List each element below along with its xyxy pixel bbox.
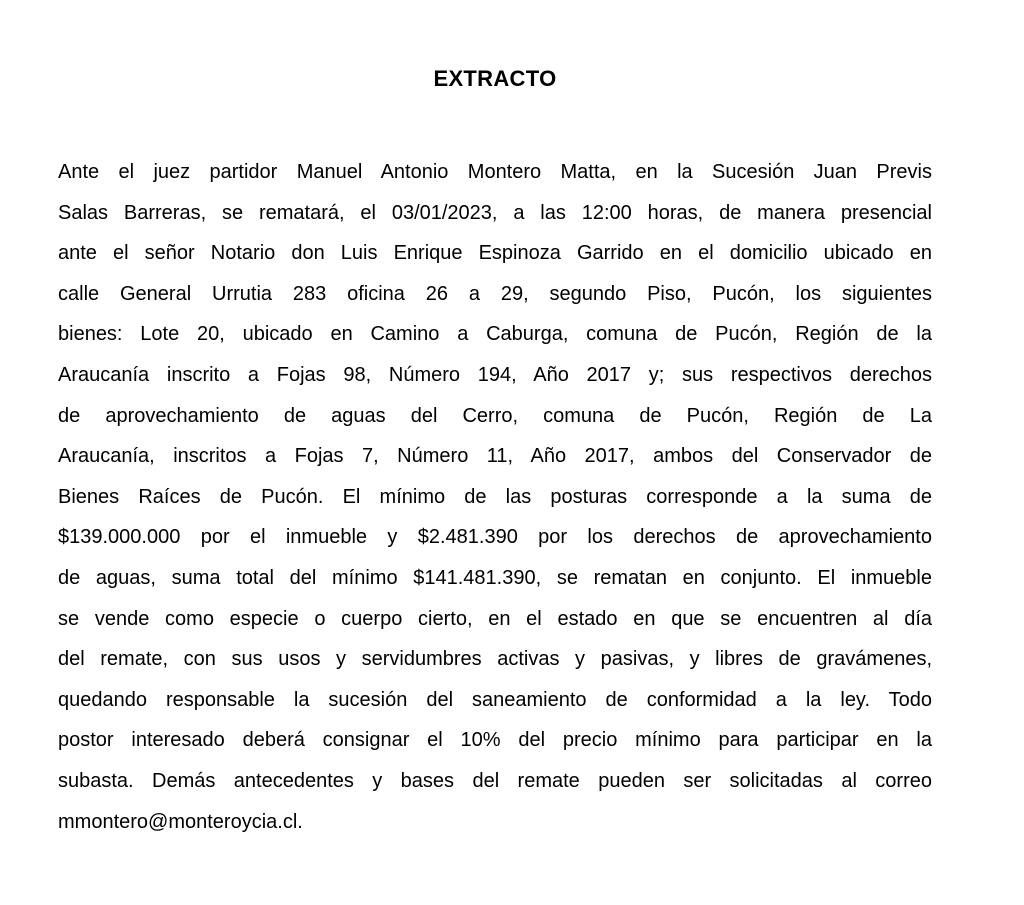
- body-line-8: Araucanía, inscritos a Fojas 7, Número 11, Año 2017, ambos del Conservador de: [58, 445, 932, 468]
- body-line-5: bienes: Lote 20, ubicado en Camino a Caburga, comuna de Pucón, Región de la: [58, 323, 932, 346]
- body-line-4: calle General Urrutia 283 oficina 26 a 29, segundo Piso, Pucón, los siguientes: [58, 282, 932, 305]
- body-line-7: de aprovechamiento de aguas del Cerro, comuna de Pucón, Región de La: [58, 404, 932, 427]
- body-line-14: quedando responsable la sucesión del saneamiento de conformidad a la ley. Todo: [58, 688, 932, 711]
- body-line-6: Araucanía inscrito a Fojas 98, Número 194, Año 2017 y; sus respectivos derechos: [58, 363, 932, 386]
- body-line-10: $139.000.000 por el inmueble y $2.481.390 por los derechos de aprovechamiento: [58, 526, 932, 549]
- document-body: [58, 152, 932, 842]
- body-line-9: Bienes Raíces de Pucón. El mínimo de las posturas corresponde a la suma de: [58, 485, 932, 508]
- body-line-13: del remate, con sus usos y servidumbres activas y pasivas, y libres de gravámenes,: [58, 648, 932, 671]
- body-line-3: ante el señor Notario don Luis Enrique Espinoza Garrido en el domicilio ubicado en: [58, 242, 932, 265]
- body-line-15: postor interesado deberá consignar el 10% del precio mínimo para participar en la: [58, 729, 932, 752]
- body-line-11: de aguas, suma total del mínimo $141.481.390, se rematan en conjunto. El inmueble: [58, 566, 932, 589]
- document-column: [58, 0, 932, 842]
- body-line-17: mmontero@monteroycia.cl.: [58, 810, 303, 833]
- body-line-12: se vende como especie o cuerpo cierto, en el estado en que se encuentren al día: [58, 607, 932, 630]
- body-line-16: subasta. Demás antecedentes y bases del remate pueden ser solicitadas al correo: [58, 769, 932, 792]
- body-line-2: Salas Barreras, se rematará, el 03/01/2023, a las 12:00 horas, de manera presencial: [58, 201, 932, 224]
- document-title: EXTRACTO: [433, 66, 557, 91]
- body-line-1: Ante el juez partidor Manuel Antonio Montero Matta, en la Sucesión Juan Previs: [58, 161, 932, 183]
